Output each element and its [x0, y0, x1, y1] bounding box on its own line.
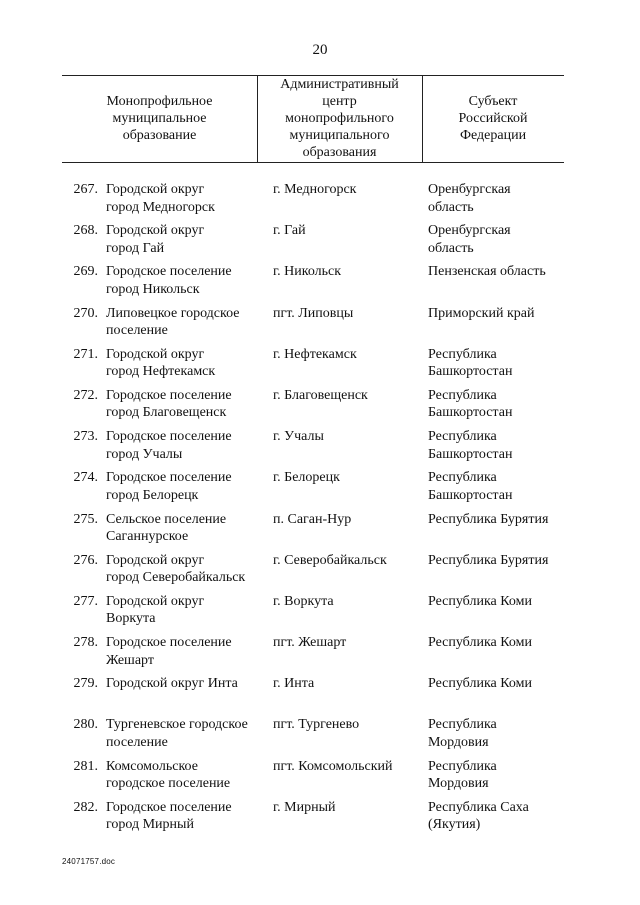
admin-center-cell: пгт. Комсомольский — [273, 758, 393, 774]
row-number: 275. — [73, 511, 98, 527]
table-row — [0, 469, 640, 510]
table-row — [0, 634, 640, 675]
federal-subject-cell: Оренбургская область — [428, 223, 511, 256]
municipality-cell: Городское поселение город Никольск — [106, 264, 232, 297]
header-federal-subject: Субъект Российской Федерации — [458, 94, 528, 143]
admin-center-cell: г. Белорецк — [273, 470, 340, 486]
table-row — [0, 387, 640, 428]
federal-subject-cell: Республика Башкортостан — [428, 470, 513, 503]
table-row — [0, 263, 640, 304]
row-number: 274. — [73, 470, 98, 486]
admin-center-cell: г. Медногорск — [273, 182, 357, 197]
federal-subject-cell: Республика Коми — [428, 635, 532, 651]
row-number: 269. — [73, 264, 98, 280]
admin-center-cell: г. Воркута — [273, 593, 334, 609]
row-number: 281. — [73, 758, 98, 774]
header-admin-center: Административный центр монопрофильного муниципального образования — [280, 77, 399, 160]
admin-center-cell: г. Никольск — [273, 264, 342, 280]
federal-subject-cell: Республика Коми — [428, 593, 532, 609]
admin-center-cell: г. Нефтекамск — [273, 346, 357, 362]
table-body — [0, 181, 640, 840]
row-number: 273. — [73, 429, 98, 445]
table-row — [0, 511, 640, 552]
admin-center-cell: г. Учалы — [273, 429, 324, 445]
municipality-cell: Липовецкое городское поселение — [106, 305, 240, 339]
municipality-cell: Городской округ город Северобайкальск — [106, 552, 246, 586]
row-number: 279. — [73, 676, 98, 692]
federal-subject-cell: Республика Бурятия — [428, 552, 549, 568]
municipality-cell: Тургеневское городское поселение — [106, 717, 248, 750]
admin-center-cell: г. Гай — [273, 223, 306, 239]
federal-subject-cell: Республика Саха (Якутия) — [428, 799, 529, 833]
row-number: 270. — [73, 305, 98, 321]
table-row — [0, 799, 640, 840]
row-number: 278. — [73, 635, 98, 651]
municipality-cell: Городской округ Воркута — [106, 593, 205, 627]
federal-subject-cell: Республика Башкортостан — [428, 387, 513, 421]
row-number: 267. — [73, 182, 98, 197]
federal-subject-cell: Республика Мордовия — [428, 717, 497, 750]
municipality-cell: Городское поселение Жешарт — [106, 635, 232, 668]
row-number: 276. — [73, 552, 98, 568]
table-row — [0, 552, 640, 593]
admin-center-cell: пгт. Липовцы — [273, 305, 354, 321]
table-row — [0, 181, 640, 222]
table-row — [0, 222, 640, 263]
municipality-cell: Сельское поселение Саганнурское — [106, 511, 227, 544]
header-municipality: Монопрофильное муниципальное образование — [106, 94, 213, 143]
municipality-cell: Городское поселение город Благовещенск — [106, 387, 232, 421]
municipality-cell: Городское поселение город Учалы — [106, 429, 232, 462]
page-number: 20 — [312, 42, 328, 58]
admin-center-cell: пгт. Тургенево — [273, 717, 360, 733]
table-row — [0, 305, 640, 346]
row-number: 272. — [73, 387, 98, 403]
admin-center-cell: г. Северобайкальск — [273, 552, 387, 568]
row-number: 277. — [73, 593, 98, 609]
row-number: 271. — [73, 346, 98, 362]
municipality-cell: Городской округ город Медногорск — [106, 182, 215, 215]
municipality-cell: Городской округ город Нефтекамск — [106, 346, 216, 380]
row-number: 268. — [73, 223, 98, 239]
federal-subject-cell: Пензенская область — [428, 264, 546, 280]
document-id: 24071757.doc — [62, 857, 116, 866]
table-row — [0, 593, 640, 634]
municipality-cell: Комсомольское городское поселение — [106, 758, 231, 792]
table-header-rule — [62, 162, 564, 163]
table-row — [0, 428, 640, 469]
federal-subject-cell: Республика Мордовия — [428, 758, 497, 792]
federal-subject-cell: Республика Башкортостан — [428, 429, 513, 462]
admin-center-cell: г. Мирный — [273, 799, 336, 815]
table-row — [0, 758, 640, 799]
federal-subject-cell: Приморский край — [428, 305, 535, 321]
federal-subject-cell: Республика Бурятия — [428, 511, 549, 527]
admin-center-cell: г. Благовещенск — [273, 387, 368, 403]
row-number: 280. — [73, 717, 98, 733]
municipality-cell: Городской округ Инта — [106, 676, 238, 692]
table-row — [0, 675, 640, 716]
table-row — [0, 716, 640, 757]
federal-subject-cell: Оренбургская область — [428, 182, 511, 215]
admin-center-cell: г. Инта — [273, 676, 315, 692]
federal-subject-cell: Республика Башкортостан — [428, 346, 513, 380]
row-number: 282. — [73, 799, 98, 815]
admin-center-cell: п. Саган-Нур — [273, 511, 352, 527]
municipality-cell: Городское поселение город Мирный — [106, 799, 232, 833]
table-row — [0, 346, 640, 387]
federal-subject-cell: Республика Коми — [428, 676, 532, 692]
admin-center-cell: пгт. Жешарт — [273, 635, 347, 651]
municipality-cell: Городской округ город Гай — [106, 223, 205, 256]
municipality-cell: Городское поселение город Белорецк — [106, 470, 232, 503]
